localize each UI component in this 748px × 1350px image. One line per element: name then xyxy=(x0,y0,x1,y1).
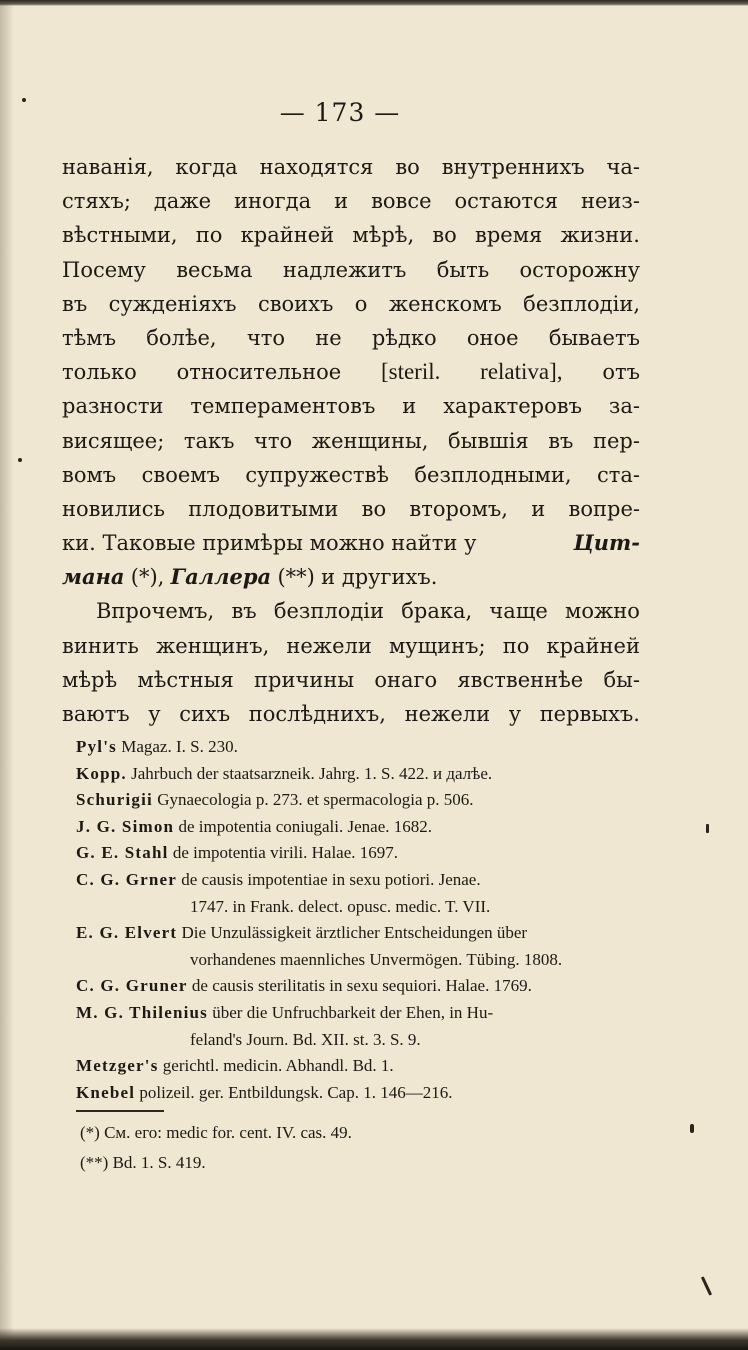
reference-item-continuation: vorhandenes maennliches Unvermögen. Tübing. 1808. xyxy=(190,949,563,969)
ink-speck xyxy=(690,1124,694,1133)
body-line-lead: ки. Таковые примѣры можно найти у xyxy=(62,531,477,556)
reference-item: Knebel polizeil. ger. Entbildungsk. Cap. 1. 146—216. xyxy=(76,1082,453,1102)
reference-item-continuation: feland's Journ. Bd. XII. st. 3. S. 9. xyxy=(190,1029,421,1049)
footnotes xyxy=(80,1118,352,1178)
body-line: только относительное [steril. relativa], отъ xyxy=(62,359,640,385)
reference-item: G. E. Stahl de impotentia virili. Halae. 1697. xyxy=(76,843,399,863)
paragraph-2-line: мѣрѣ мѣстныя причины онаго явственнѣе бы- xyxy=(62,667,640,692)
reference-item: C. G. Gruner de causis sterilitatis in sexu sequiori. Halae. 1769. xyxy=(76,976,532,996)
reference-item: C. G. Grner de causis impotentiae in sexu potiori. Jenae. xyxy=(76,869,481,889)
reference-item: Kopp. Jahrbuch der staatsarzneik. Jahrg. 1. S. 422. и далѣе. xyxy=(76,763,493,783)
footnote-mark-1: (*), xyxy=(130,565,165,590)
footnote-divider xyxy=(76,1110,164,1112)
ink-speck xyxy=(706,824,709,833)
paragraph-2-line: винить женщинъ, нежели мущинъ; по крайней xyxy=(62,633,640,658)
body-line: въ сужденіяхъ своихъ о женскомъ безплодіи, xyxy=(62,291,640,316)
ink-speck xyxy=(701,1276,712,1295)
footnote-1: (*) См. его: medic for. cent. IV. cas. 49. xyxy=(80,1123,352,1142)
reference-item: Schurigii Gynaecologia p. 273. et spermacologia p. 506. xyxy=(76,790,474,810)
body-line: тѣмъ болѣе, что не рѣдко оное бываетъ xyxy=(62,325,640,350)
reference-item: E. G. Elvert Die Unzulässigkeit ärztlicher Entscheidungen über xyxy=(76,923,528,943)
reference-item: Metzger's gerichtl. medicin. Abhandl. Bd. 1. xyxy=(76,1056,394,1076)
reference-item: J. G. Simon de impotentia coniugali. Jenae. 1682. xyxy=(76,816,432,836)
body-line: висящее; такъ что женщины, бывшія въ пер- xyxy=(62,428,640,453)
author-haller: Галлера xyxy=(170,564,272,590)
author-zittmann-cont: мана xyxy=(62,564,125,590)
body-line: новились плодовитыми во второмъ, и вопре- xyxy=(62,496,640,521)
paragraph-2-line: ваютъ у сихъ послѣднихъ, нежели у первыхъ. xyxy=(62,702,640,726)
footnote-2: (**) Bd. 1. S. 419. xyxy=(80,1153,206,1172)
ink-speck xyxy=(18,458,22,462)
paragraph-2-line: Впрочемъ, въ безплодіи брака, чаще можно xyxy=(96,599,640,624)
body-line: навані̇я, когда находятся во внутреннихъ ча- xyxy=(62,155,640,179)
page-bottom-edge xyxy=(0,1328,748,1350)
body-line: вомъ своемъ супружествѣ безплодными, ста- xyxy=(62,462,640,487)
body-line xyxy=(62,560,640,594)
page-number: — 173 — xyxy=(279,98,401,127)
reference-item-continuation: 1747. in Frank. delect. opusc. medic. T. VII. xyxy=(190,896,491,916)
body-line: стяхъ; даже иногда и вовсе остаются неиз- xyxy=(62,189,640,214)
page-left-shadow xyxy=(0,0,14,1350)
body-text xyxy=(62,150,640,731)
body-line: разности темпераментовъ и характеровъ за- xyxy=(62,394,640,419)
page-top-edge xyxy=(0,0,748,6)
reference-item: M. G. Thilenius über die Unfruchbarkeit der Ehen, in Hu- xyxy=(76,1002,494,1022)
body-line xyxy=(62,526,640,560)
footnote-mark-2: (**) xyxy=(277,565,315,590)
body-line: Посему весьма надлежитъ быть осторожну xyxy=(62,257,640,282)
body-line: вѣстными, по крайней мѣрѣ, во время жизни. xyxy=(62,223,640,248)
reference-list xyxy=(76,734,646,1106)
body-line-tail: и другихъ. xyxy=(321,565,438,590)
reference-item: Pyl's Magaz. I. S. 230. xyxy=(76,737,238,756)
author-zittmann: Цит- xyxy=(573,530,640,556)
